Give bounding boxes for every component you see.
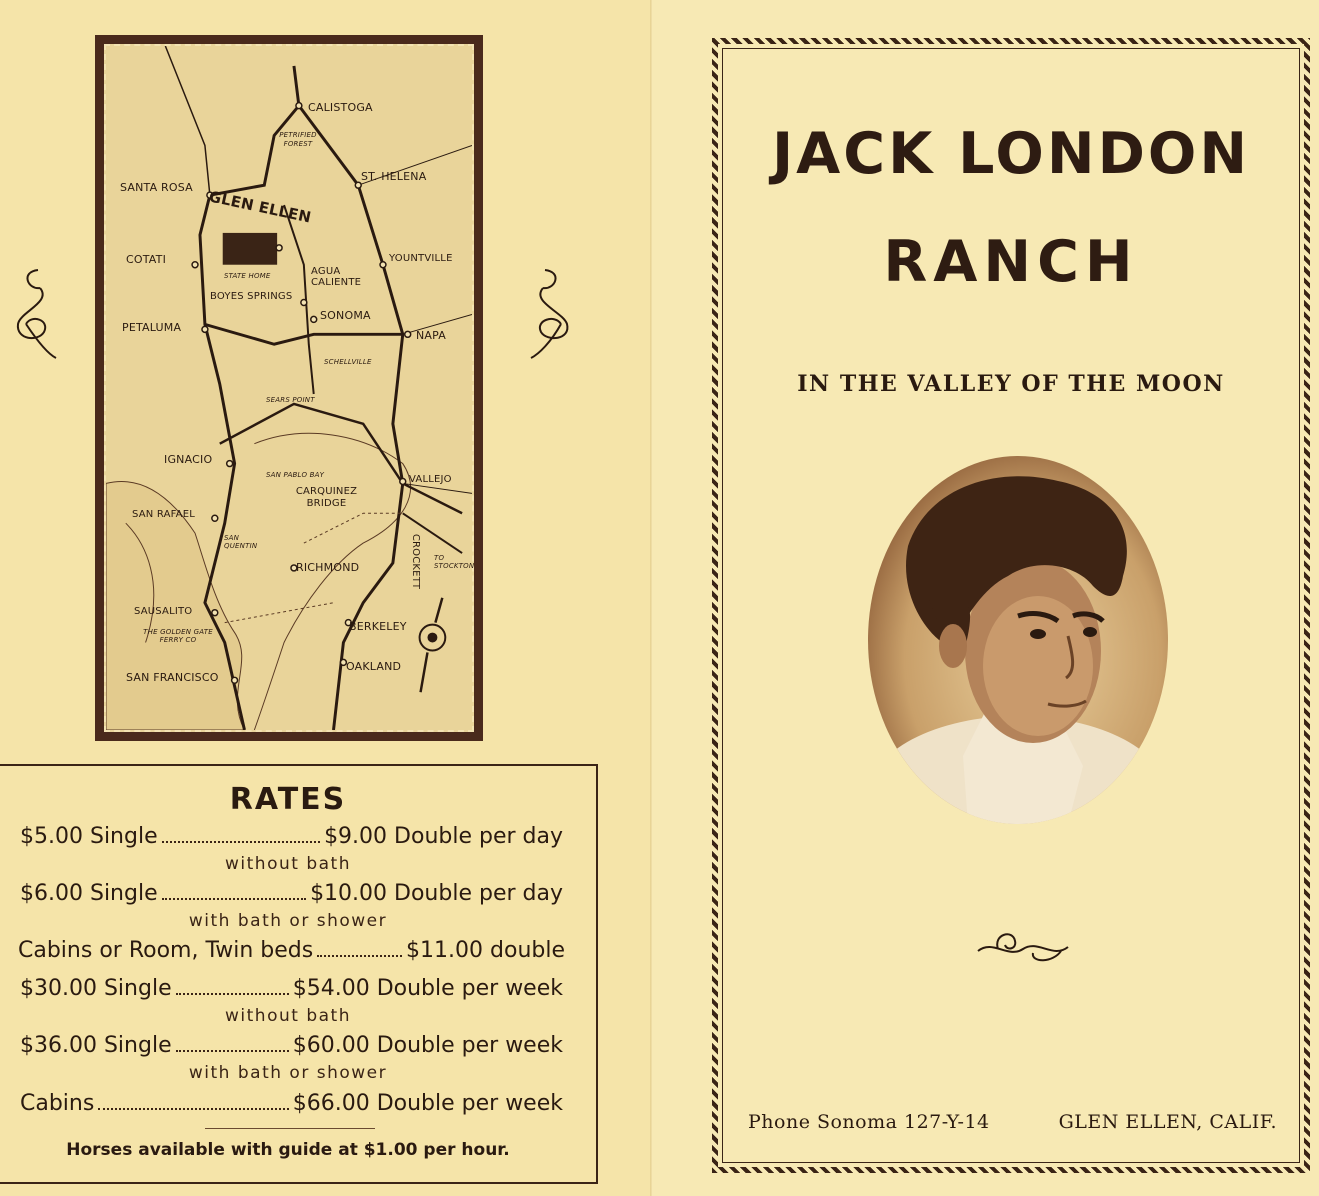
- scroll-ornament-left: [8, 262, 58, 362]
- map-label-to-stockton: TO STOCKTON: [434, 554, 475, 570]
- map-label-san-pablo-bay: SAN PABLO BAY: [266, 471, 325, 479]
- map-label-vallejo: VALLEJO: [409, 474, 452, 485]
- cover-subtitle: IN THE VALLEY OF THE MOON: [797, 371, 1225, 397]
- rate-row: [20, 1091, 563, 1116]
- cover-location: GLEN ELLEN, CALIF.: [1058, 1111, 1277, 1133]
- rate-row: [20, 1033, 563, 1058]
- rate-row-right: $10.00 Double per day: [310, 881, 563, 906]
- map-label-petrified-forest: PETRIFIED FOREST: [279, 131, 317, 148]
- map-label-san-francisco: SAN FRANCISCO: [126, 671, 219, 684]
- map-label-carquinez-bridge: CARQUINEZ BRIDGE: [295, 486, 358, 509]
- map-label-sausalito: SAUSALITO: [134, 606, 193, 617]
- map-label-calistoga: CALISTOGA: [308, 101, 373, 114]
- map-label-yountville: YOUNTVILLE: [389, 253, 453, 264]
- brochure-left-panel: [0, 0, 652, 1196]
- cover-title-line2: RANCH: [883, 229, 1139, 295]
- rate-row: [20, 824, 563, 849]
- map-label-santa-rosa: SANTA ROSA: [120, 181, 193, 194]
- rates-divider: [205, 1128, 375, 1129]
- rate-row-left: $36.00 Single: [20, 1033, 172, 1058]
- dot-leader: [176, 993, 289, 995]
- cover-title-line1: JACK LONDON: [771, 121, 1251, 187]
- map-label-napa: NAPA: [416, 329, 447, 342]
- map-label-st-helena: ST. HELENA: [361, 170, 427, 183]
- cover-border: [712, 38, 1310, 1173]
- rate-row-left: $6.00 Single: [20, 881, 158, 906]
- rate-row: [20, 976, 563, 1001]
- portrait-image: [868, 456, 1168, 824]
- rates-footer: Horses available with guide at $1.00 per hour.: [66, 1140, 510, 1160]
- rate-row-right: $11.00 double: [406, 938, 565, 963]
- map-label-crockett: CROCKETT: [410, 533, 422, 590]
- rate-row-right: $60.00 Double per week: [292, 1033, 563, 1058]
- rate-row-right: $54.00 Double per week: [292, 976, 563, 1001]
- rate-row-note: without bath: [225, 1006, 351, 1026]
- rate-row-note: without bath: [225, 854, 351, 874]
- map-label-sears-point: SEARS POINT: [266, 396, 315, 404]
- map-label-petaluma: PETALUMA: [122, 321, 182, 334]
- rate-row-left: Cabins: [20, 1091, 95, 1116]
- map-label-oakland: OAKLAND: [346, 660, 402, 673]
- flourish-ornament: [973, 919, 1073, 969]
- rates-title: RATES: [229, 782, 347, 817]
- map-label-boyes-springs: BOYES SPRINGS: [210, 291, 293, 302]
- dot-leader: [176, 1050, 289, 1052]
- map-label-san-quentin: SAN QUENTIN: [224, 534, 258, 550]
- region-map: [95, 35, 483, 741]
- cover-inner: [722, 48, 1300, 1163]
- map-label-berkeley: BERKELEY: [349, 620, 407, 633]
- rate-row-note: with bath or shower: [188, 911, 388, 931]
- brochure-cover-panel: [652, 0, 1319, 1196]
- map-label-ignacio: IGNACIO: [164, 453, 213, 466]
- dot-leader: [162, 841, 320, 843]
- dot-leader: [162, 898, 306, 900]
- portrait-photo: [868, 456, 1168, 824]
- rate-row-left: $30.00 Single: [20, 976, 172, 1001]
- map-label-cotati: COTATI: [126, 253, 167, 266]
- map-label-richmond: RICHMOND: [296, 561, 360, 574]
- rate-row-left: $5.00 Single: [20, 824, 158, 849]
- dot-leader: [98, 1108, 288, 1110]
- cover-phone: Phone Sonoma 127-Y-14: [748, 1111, 990, 1133]
- map-label-golden-gate-ferry: THE GOLDEN GATE FERRY CO: [143, 628, 213, 644]
- map-area: [104, 44, 474, 732]
- rates-box: [0, 764, 598, 1184]
- map-label-san-rafael: SAN RAFAEL: [132, 509, 195, 520]
- rate-row-right: $66.00 Double per week: [292, 1091, 563, 1116]
- dot-leader: [317, 955, 402, 957]
- map-label-sonoma: SONOMA: [320, 309, 371, 322]
- rate-row: [20, 881, 563, 906]
- map-label-agua-caliente: AGUA CALIENTE: [311, 266, 362, 288]
- map-label-glen-ellen: GLEN ELLEN: [207, 187, 313, 227]
- rate-row-right: $9.00 Double per day: [324, 824, 563, 849]
- rate-row: [18, 938, 565, 963]
- scroll-ornament-right: [525, 262, 580, 362]
- map-label-state-home: STATE HOME: [224, 272, 271, 280]
- map-label-schellville: SCHELLVILLE: [324, 358, 372, 366]
- rate-row-note: with bath or shower: [188, 1063, 388, 1083]
- rate-row-left: Cabins or Room, Twin beds: [18, 938, 314, 963]
